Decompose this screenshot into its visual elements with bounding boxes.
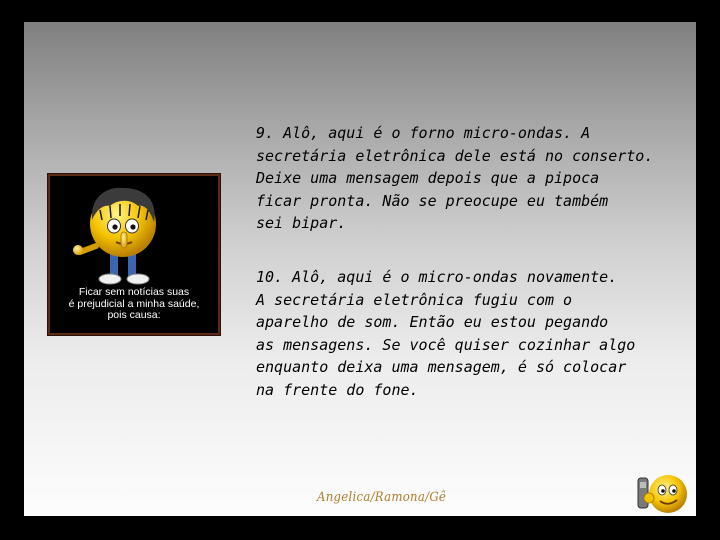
phone-smiley-icon — [636, 470, 694, 514]
paragraph-10 — [256, 266, 696, 401]
paragraph-line: 10. Alô, aqui é o micro-ondas novamente. — [256, 268, 618, 286]
shushing-smiley-icon — [66, 180, 184, 292]
paragraph-line: na frente do fone. — [256, 380, 419, 399]
paragraph-line: as mensagens. Se você quiser cozinhar algo — [256, 335, 636, 354]
smiley-picture — [48, 174, 220, 335]
author-signature: Angelica/Ramona/Gê — [317, 490, 447, 505]
slide — [24, 22, 696, 516]
paragraph-line: ficar pronta. Não se preocupe eu também — [256, 191, 609, 210]
image-caption: Ficar sem notícias suas é prejudicial a minha saúde, pois causa: — [68, 286, 200, 321]
paragraph-line: enquanto deixa uma mensagem, é só colocar — [256, 358, 627, 376]
paragraph-line: aparelho de som. Então eu estou pegando — [256, 313, 609, 331]
paragraph-line: secretária eletrônica dele está no conserto. — [256, 146, 654, 165]
paragraph-line: A secretária eletrônica fugiu com o — [256, 290, 573, 309]
paragraph-line: sei bipar. — [256, 214, 347, 232]
paragraph-9 — [256, 122, 696, 235]
paragraph-line: 9. Alô, aqui é o forno micro-ondas. A — [256, 124, 591, 142]
paragraph-line: Deixe uma mensagem depois que a pipoca — [256, 169, 600, 187]
